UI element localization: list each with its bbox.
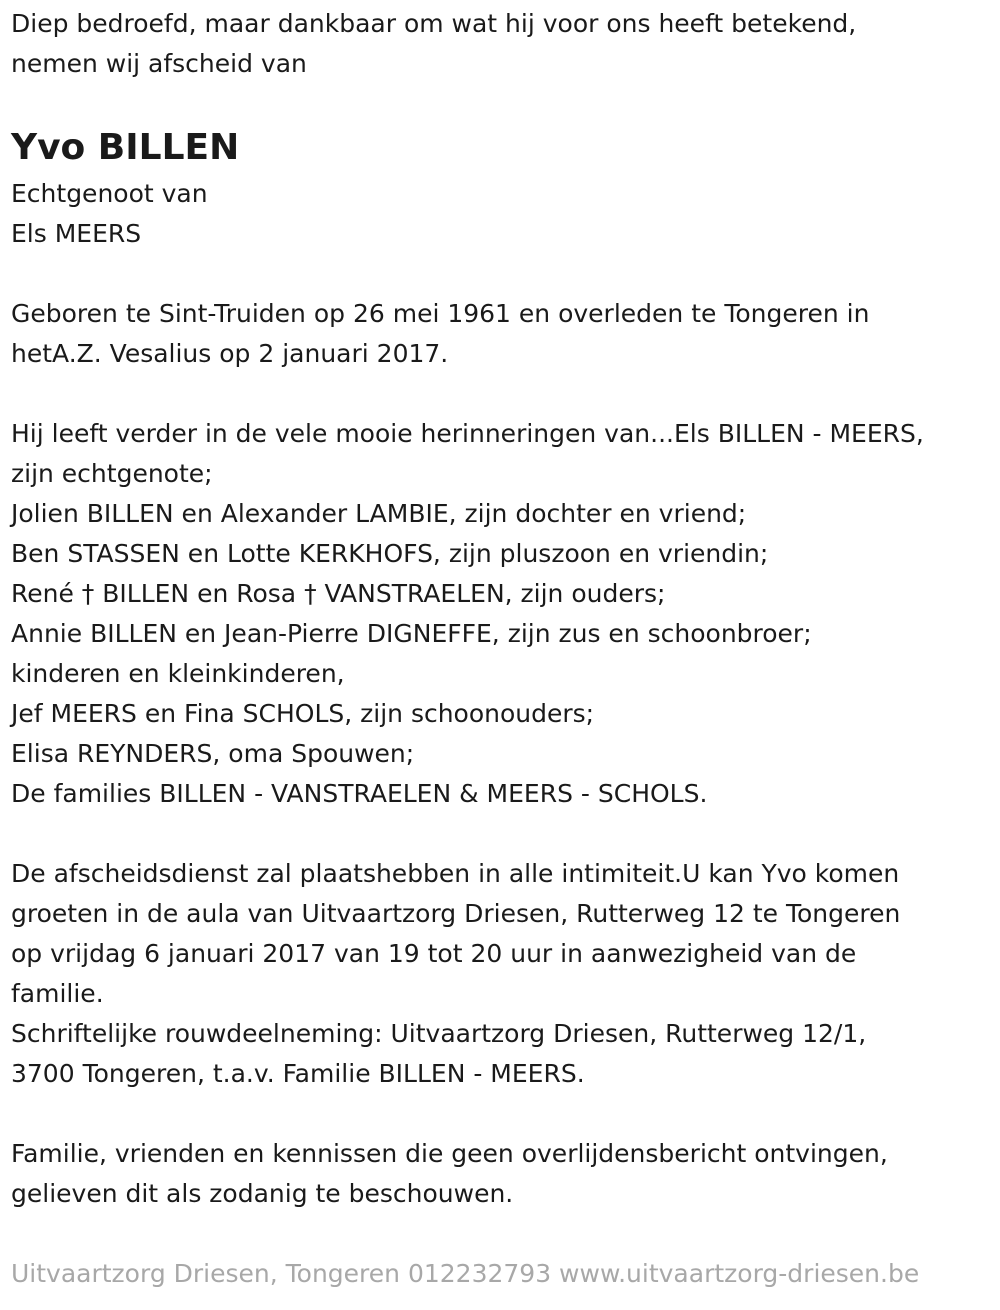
relatives-line: Jolien BILLEN en Alexander LAMBIE, zijn dochter en vriend; — [11, 499, 747, 528]
spouse-line: Echtgenoot van — [11, 179, 208, 208]
spouse-line: Els MEERS — [11, 219, 142, 248]
relatives-section — [11, 414, 991, 814]
intro-line: nemen wij afscheid van — [11, 49, 307, 78]
relatives-line: kinderen en kleinkinderen, — [11, 659, 345, 688]
closing-section — [11, 1134, 991, 1214]
relatives-line: Elisa REYNDERS, oma Spouwen; — [11, 739, 415, 768]
closing-line: gelieven dit als zodanig te beschouwen. — [11, 1179, 514, 1208]
relatives-line: René † BILLEN en Rosa † VANSTRAELEN, zijn ouders; — [11, 579, 666, 608]
intro-section — [11, 4, 991, 84]
relatives-line: Annie BILLEN en Jean-Pierre DIGNEFFE, zijn zus en schoonbroer; — [11, 619, 812, 648]
closing-line: Familie, vrienden en kennissen die geen overlijdensbericht ontvingen, — [11, 1139, 888, 1168]
service-section — [11, 854, 991, 1094]
obituary-notice — [11, 4, 991, 1214]
spacer — [11, 814, 991, 854]
intro-line: Diep bedroefd, maar dankbaar om wat hij voor ons heeft betekend, — [11, 9, 857, 38]
birth-death-line: Geboren te Sint-Truiden op 26 mei 1961 en overleden te Tongeren in — [11, 299, 870, 328]
service-line: op vrijdag 6 januari 2017 van 19 tot 20 uur in aanwezigheid van de — [11, 939, 857, 968]
relatives-line: Jef MEERS en Fina SCHOLS, zijn schoonouders; — [11, 699, 595, 728]
service-line: groeten in de aula van Uitvaartzorg Driesen, Rutterweg 12 te Tongeren — [11, 899, 901, 928]
deceased-name: Yvo BILLEN — [11, 127, 240, 168]
service-line: Schriftelijke rouwdeelneming: Uitvaartzorg Driesen, Rutterweg 12/1, — [11, 1019, 867, 1048]
birth-death-section — [11, 294, 991, 374]
service-line: 3700 Tongeren, t.a.v. Familie BILLEN - MEERS. — [11, 1059, 585, 1088]
spacer — [11, 254, 991, 294]
service-line: De afscheidsdienst zal plaatshebben in alle intimiteit.U kan Yvo komen — [11, 859, 900, 888]
spacer — [11, 84, 991, 124]
birth-death-line: hetA.Z. Vesalius op 2 januari 2017. — [11, 339, 449, 368]
funeral-home-footer: Uitvaartzorg Driesen, Tongeren 012232793 www.uitvaartzorg-driesen.be — [11, 1259, 920, 1288]
spacer — [11, 1094, 991, 1134]
relatives-line: De families BILLEN - VANSTRAELEN & MEERS - SCHOLS. — [11, 779, 708, 808]
relatives-line: Ben STASSEN en Lotte KERKHOFS, zijn pluszoon en vriendin; — [11, 539, 769, 568]
spouse-section — [11, 174, 991, 254]
spacer — [11, 374, 991, 414]
service-line: familie. — [11, 979, 104, 1008]
relatives-line: zijn echtgenote; — [11, 459, 213, 488]
relatives-line: Hij leeft verder in de vele mooie herinneringen van...Els BILLEN - MEERS, — [11, 419, 924, 448]
